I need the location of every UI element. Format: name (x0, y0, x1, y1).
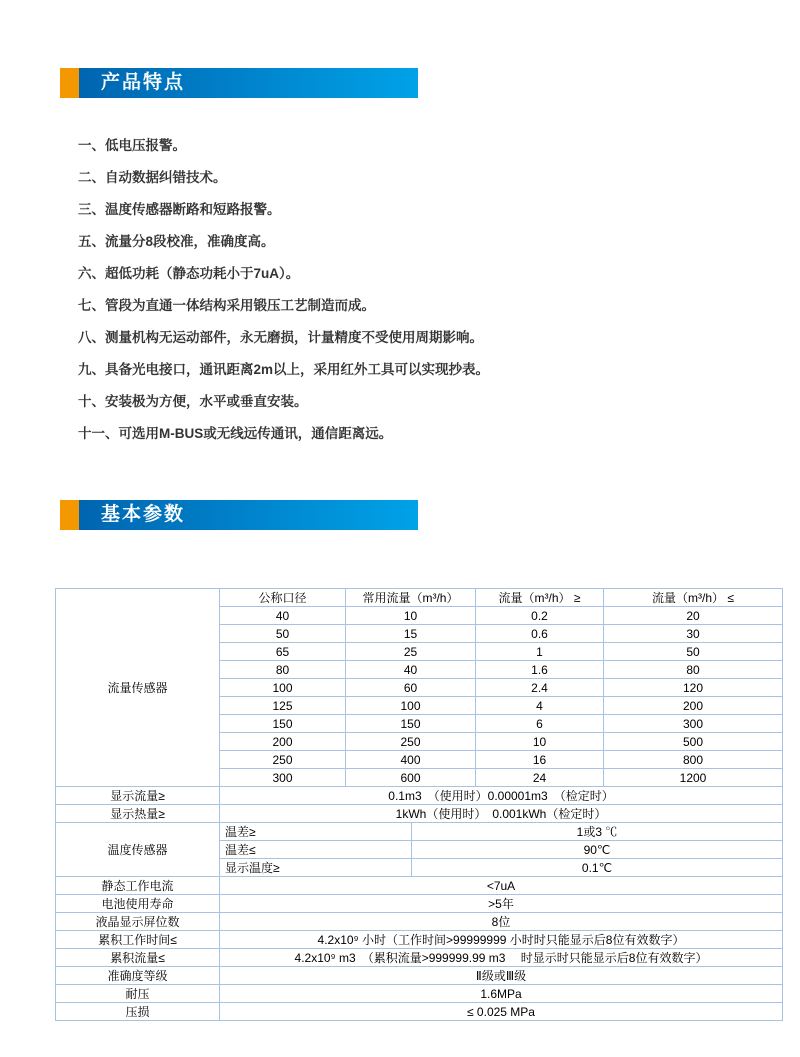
table-header-row (220, 589, 783, 607)
table-cell: 125 (220, 697, 346, 715)
table-row (220, 715, 783, 733)
sub-label: 温差≤ (220, 841, 412, 859)
feature-list (78, 130, 738, 450)
table-row (56, 985, 783, 1003)
table-cell: 400 (346, 751, 476, 769)
feature-item: 七、管段为直通一体结构采用锻压工艺制造而成。 (78, 298, 375, 313)
sub-label: 温差≥ (220, 823, 412, 841)
row-label: 累积流量≤ (56, 949, 220, 967)
table-cell: 24 (476, 769, 604, 787)
table-row (56, 967, 783, 985)
table-row (220, 625, 783, 643)
table-cell: 300 (604, 715, 783, 733)
table-row (220, 823, 783, 841)
table-cell: 120 (604, 679, 783, 697)
table-cell: >5年 (220, 895, 783, 913)
flow-sensor-grid (220, 589, 783, 787)
table-cell: 10 (476, 733, 604, 751)
row-label: 温度传感器 (56, 823, 220, 877)
table-cell: 65 (220, 643, 346, 661)
temp-sensor-grid (220, 823, 783, 877)
table-cell: 1.6 (476, 661, 604, 679)
table-cell: 150 (346, 715, 476, 733)
row-label: 压损 (56, 1003, 220, 1021)
table-cell: 40 (346, 661, 476, 679)
table-cell: 90℃ (412, 841, 783, 859)
table-cell: Ⅱ级或Ⅲ级 (220, 967, 783, 985)
table-row (56, 877, 783, 895)
features-title: 产品特点 (79, 68, 418, 98)
table-cell: 20 (604, 607, 783, 625)
row-label: 显示流量≥ (56, 787, 220, 805)
feature-item: 九、具备光电接口，通讯距离2m以上，采用红外工具可以实现抄表。 (78, 362, 490, 377)
table-row (56, 805, 783, 823)
feature-item: 二、自动数据纠错技术。 (78, 170, 227, 185)
table-row (56, 913, 783, 931)
row-label: 显示热量≥ (56, 805, 220, 823)
table-cell: 0.2 (476, 607, 604, 625)
table-cell: 1kWh（使用时） 0.001kWh（检定时） (220, 805, 783, 823)
table-cell: 50 (604, 643, 783, 661)
table-cell: 1或3 ℃ (412, 823, 783, 841)
table-cell: 80 (220, 661, 346, 679)
table-row (220, 859, 783, 877)
sub-label: 显示温度≥ (220, 859, 412, 877)
feature-item: 六、超低功耗（静态功耗小于7uA）。 (78, 266, 300, 281)
table-cell: 30 (604, 625, 783, 643)
table-cell: 0.1℃ (412, 859, 783, 877)
table-cell: 1200 (604, 769, 783, 787)
table-row (56, 895, 783, 913)
column-header: 常用流量（m³/h） (346, 589, 476, 607)
feature-item: 十、安装极为方便，水平或垂直安装。 (78, 394, 308, 409)
column-header: 流量（m³/h） ≤ (604, 589, 783, 607)
table-cell: 10 (346, 607, 476, 625)
spec-table (55, 588, 783, 1021)
table-cell: 15 (346, 625, 476, 643)
table-cell: 100 (220, 679, 346, 697)
table-cell: 150 (220, 715, 346, 733)
feature-item: 八、测量机构无运动部件，永无磨损，计量精度不受使用周期影响。 (78, 330, 483, 345)
params-header (60, 500, 418, 530)
row-label: 累积工作时间≤ (56, 931, 220, 949)
params-title: 基本参数 (79, 500, 418, 530)
features-header (60, 68, 418, 98)
table-row (56, 949, 783, 967)
table-row (56, 787, 783, 805)
table-cell: 80 (604, 661, 783, 679)
feature-item: 十一、可选用M-BUS或无线远传通讯，通信距离远。 (78, 426, 393, 441)
table-row (220, 679, 783, 697)
table-row (220, 607, 783, 625)
table-row (220, 643, 783, 661)
table-cell: 0.1m3 （使用时）0.00001m3 （检定时） (220, 787, 783, 805)
table-cell: 250 (220, 751, 346, 769)
table-cell: 6 (476, 715, 604, 733)
table-cell: 4.2x10⁹ 小时（工作时间>99999999 小时时只能显示后8位有效数字） (220, 931, 783, 949)
table-cell: 16 (476, 751, 604, 769)
table-cell: 25 (346, 643, 476, 661)
table-cell: 60 (346, 679, 476, 697)
row-label: 电池使用寿命 (56, 895, 220, 913)
row-label: 静态工作电流 (56, 877, 220, 895)
table-cell: 100 (346, 697, 476, 715)
table-row (220, 751, 783, 769)
table-cell: <7uA (220, 877, 783, 895)
table-cell: ≤ 0.025 MPa (220, 1003, 783, 1021)
table-cell: 4 (476, 697, 604, 715)
table-cell: 200 (604, 697, 783, 715)
table-cell: 8位 (220, 913, 783, 931)
table-cell: 1 (476, 643, 604, 661)
table-row (220, 733, 783, 751)
table-cell: 40 (220, 607, 346, 625)
orange-accent-block (60, 68, 79, 98)
feature-item: 五、流量分8段校准，准确度高。 (78, 234, 275, 249)
table-cell: 2.4 (476, 679, 604, 697)
table-cell: 50 (220, 625, 346, 643)
feature-item: 三、温度传感器断路和短路报警。 (78, 202, 281, 217)
table-cell: 200 (220, 733, 346, 751)
table-cell: 1.6MPa (220, 985, 783, 1003)
table-cell: 0.6 (476, 625, 604, 643)
column-header: 公称口径 (220, 589, 346, 607)
table-row (220, 841, 783, 859)
table-cell: 800 (604, 751, 783, 769)
row-label: 液晶显示屏位数 (56, 913, 220, 931)
temp-sensor-band (56, 823, 783, 877)
column-header: 流量（m³/h） ≥ (476, 589, 604, 607)
table-row (220, 769, 783, 787)
table-cell: 4.2x10⁹ m3 （累积流量>999999.99 m3 时显示时只能显示后8位有效数字） (220, 949, 783, 967)
table-cell: 250 (346, 733, 476, 751)
row-label: 流量传感器 (56, 589, 220, 787)
table-row (220, 697, 783, 715)
table-row (220, 661, 783, 679)
table-row (56, 931, 783, 949)
orange-accent-block (60, 500, 79, 530)
feature-item: 一、低电压报警。 (78, 138, 186, 153)
table-cell: 600 (346, 769, 476, 787)
table-cell: 300 (220, 769, 346, 787)
row-label: 准确度等级 (56, 967, 220, 985)
row-label: 耐压 (56, 985, 220, 1003)
table-row (56, 1003, 783, 1021)
flow-sensor-band (56, 589, 783, 787)
table-cell: 500 (604, 733, 783, 751)
